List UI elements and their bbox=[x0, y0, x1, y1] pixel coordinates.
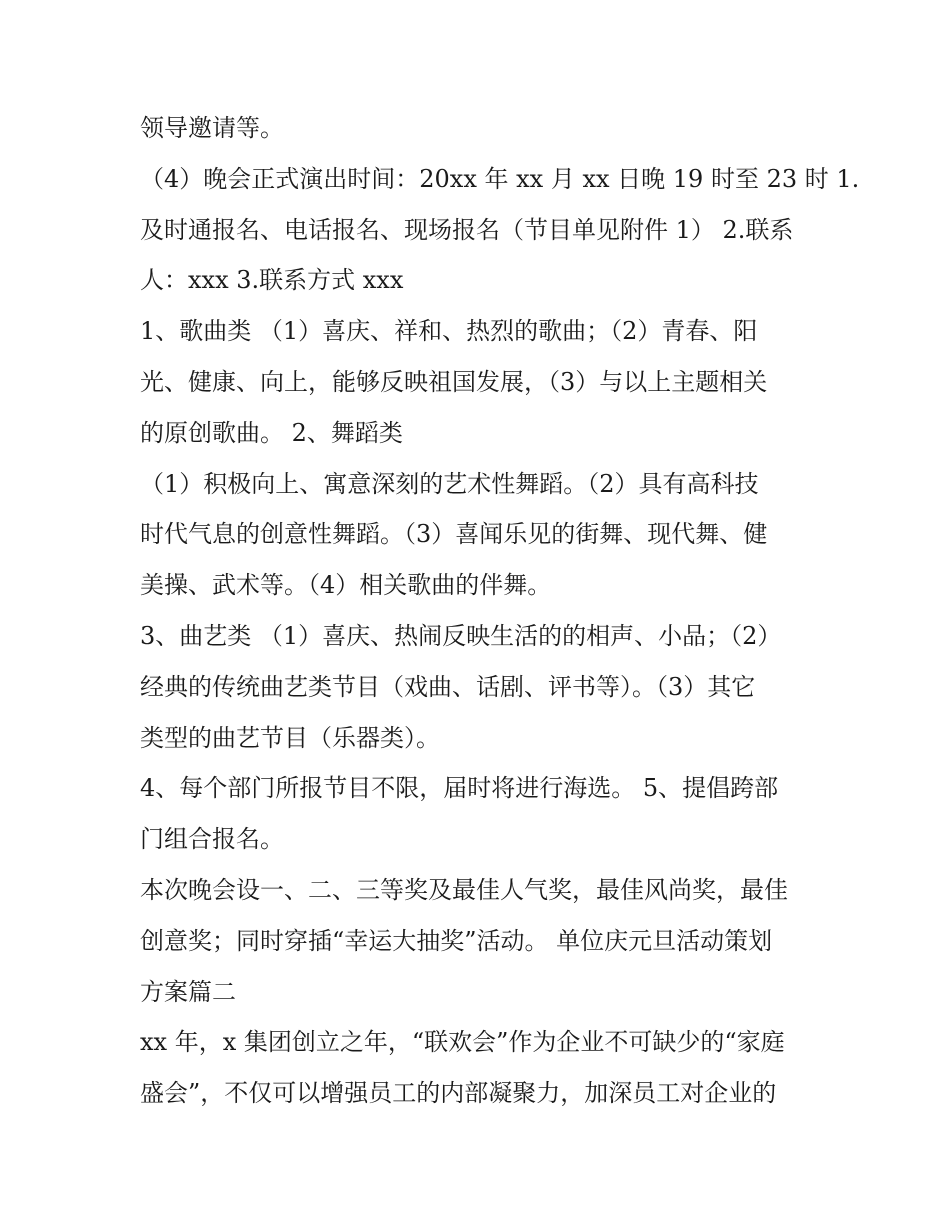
text-line: 美操、武术等。（4）相关歌曲的伴舞。 bbox=[140, 571, 552, 600]
text-line: 领导邀请等。 bbox=[140, 114, 284, 142]
text-line: 1、歌曲类 （1）喜庆、祥和、热烈的歌曲；（2）青春、阳 bbox=[140, 317, 758, 346]
text-line: 的原创歌曲。 2、舞蹈类 bbox=[140, 418, 403, 447]
text-line: 4、每个部门所报节目不限，届时将进行海选。 5、提倡跨部 bbox=[140, 774, 779, 803]
text-line: （4）晚会正式演出时间：20xx 年 xx 月 xx 日晚 19 时至 23 时 1. bbox=[140, 164, 860, 193]
text-line: 时代气息的创意性舞蹈。（3）喜闻乐见的街舞、现代舞、健 bbox=[140, 520, 768, 549]
text-line: 方案篇二 bbox=[140, 977, 236, 1006]
text-line: 3、曲艺类 （1）喜庆、热闹反映生活的的相声、小品；（2） bbox=[140, 621, 782, 650]
text-line: （1）积极向上、寓意深刻的艺术性舞蹈。（2）具有高科技 bbox=[140, 469, 759, 498]
text-line: 光、健康、向上，能够反映祖国发展，（3）与以上主题相关 bbox=[140, 367, 768, 396]
text-line: 类型的曲艺节目（乐器类）。 bbox=[140, 723, 440, 752]
text-line: xx 年，x 集团创立之年，“联欢会”作为企业不可缺少的“家庭 bbox=[140, 1028, 785, 1057]
text-line: 人：xxx 3.联系方式 xxx bbox=[140, 266, 404, 295]
document-body bbox=[140, 103, 860, 1119]
text-line: 创意奖；同时穿插“幸运大抽奖”活动。 单位庆元旦活动策划 bbox=[140, 926, 773, 955]
text-line: 盛会”，不仅可以增强员工的内部凝聚力，加深员工对企业的 bbox=[140, 1079, 777, 1108]
text-line: 本次晚会设一、二、三等奖及最佳人气奖，最佳风尚奖，最佳 bbox=[140, 875, 788, 904]
text-line: 及时通报名、电话报名、现场报名（节目单见附件 1） 2.联系 bbox=[140, 215, 794, 244]
text-line: 经典的传统曲艺类节目（戏曲、话剧、评书等）。（3）其它 bbox=[140, 672, 756, 701]
text-line: 门组合报名。 bbox=[140, 825, 284, 854]
